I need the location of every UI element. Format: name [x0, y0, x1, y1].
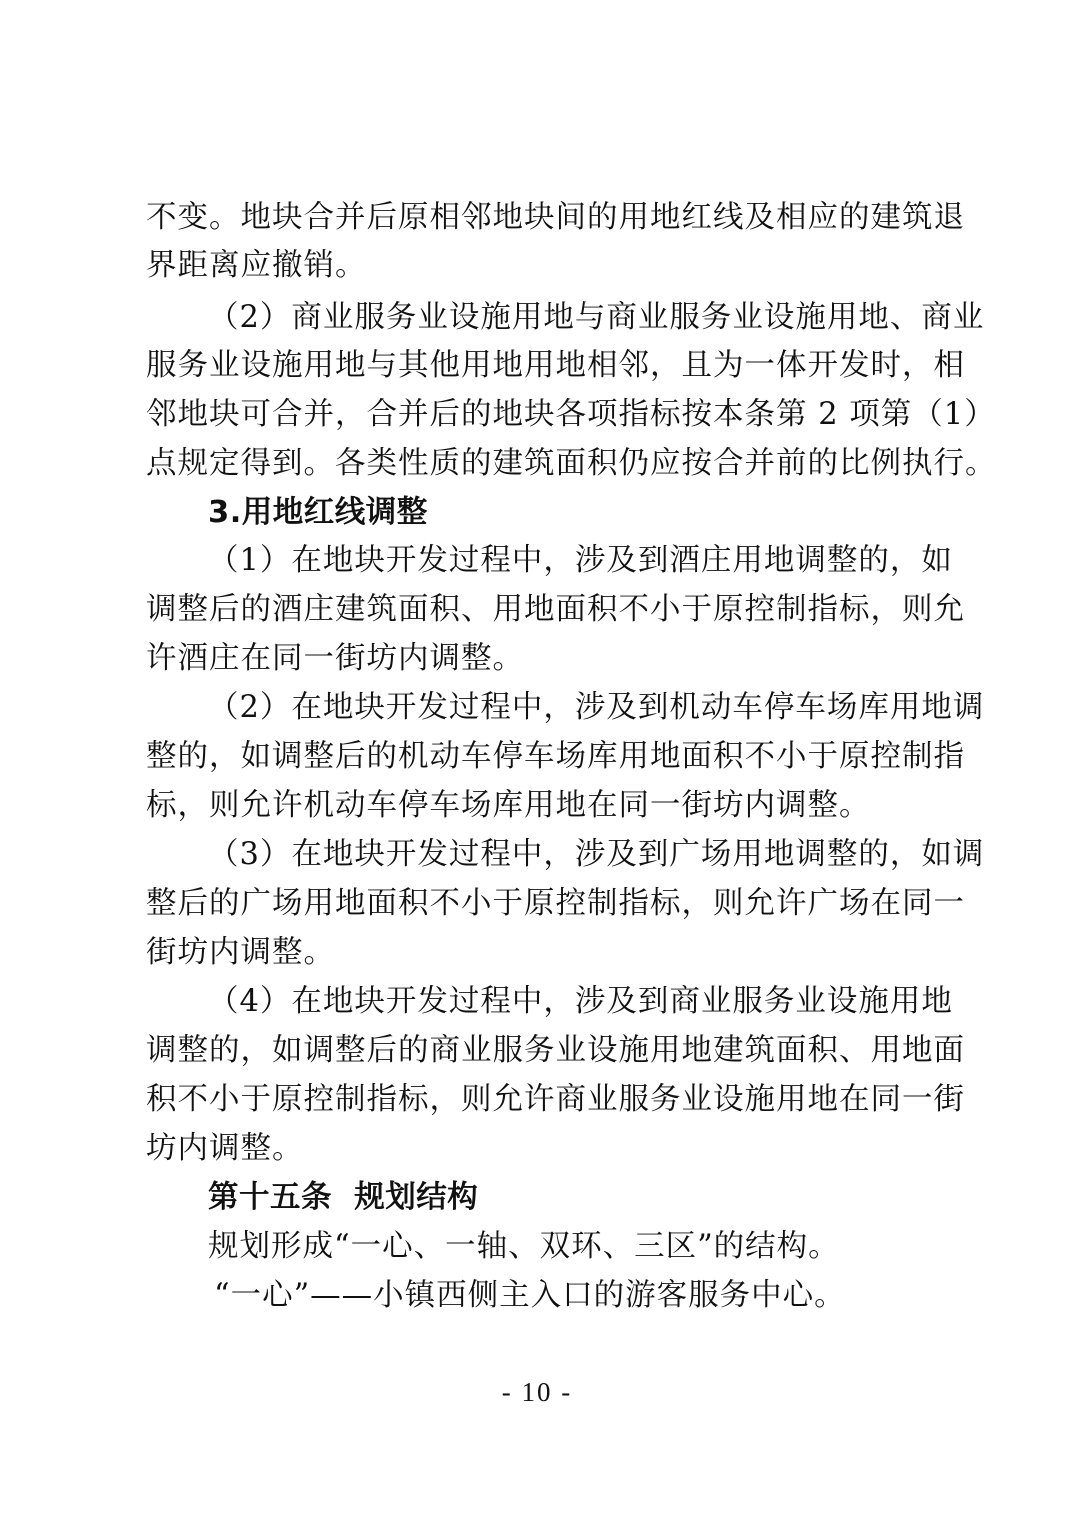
- paragraph-line: （1）在地块开发过程中，涉及到酒庄用地调整的，如: [208, 543, 953, 578]
- paragraph-line: 积不小于原控制指标，则允许商业服务业设施用地在同一街: [146, 1082, 965, 1117]
- paragraph-line: （4）在地块开发过程中，涉及到商业服务业设施用地: [208, 984, 953, 1019]
- paragraph-line: 点规定得到。各类性质的建筑面积仍应按合并前的比例执行。: [146, 446, 997, 481]
- paragraph-line: 服务业设施用地与其他用地用地相邻，且为一体开发时，相: [146, 348, 965, 383]
- paragraph-line: “一心”——小镇西侧主入口的游客服务中心。: [214, 1278, 846, 1313]
- paragraph-line: 调整后的酒庄建筑面积、用地面积不小于原控制指标，则允: [146, 592, 965, 627]
- paragraph-line: 街坊内调整。: [146, 935, 335, 970]
- article-heading: 第十五条 规划结构: [208, 1180, 479, 1215]
- paragraph-line: 整的，如调整后的机动车停车场库用地面积不小于原控制指: [146, 739, 965, 774]
- paragraph-line: （2）在地块开发过程中，涉及到机动车停车场库用地调: [208, 690, 985, 725]
- paragraph-line: 标，则允许机动车停车场库用地在同一街坊内调整。: [146, 788, 871, 823]
- paragraph-line: （2）商业服务业设施用地与商业服务业设施用地、商业: [208, 300, 985, 335]
- paragraph-line: 整后的广场用地面积不小于原控制指标，则允许广场在同一: [146, 886, 965, 921]
- paragraph-line: 许酒庄在同一街坊内调整。: [146, 641, 524, 676]
- paragraph-line: 界距离应撤销。: [146, 248, 367, 283]
- page-number: - 10 -: [501, 1377, 573, 1407]
- paragraph-line: 规划形成“一心、一轴、双环、三区”的结构。: [208, 1229, 840, 1264]
- paragraph-line: 不变。地块合并后原相邻地块间的用地红线及相应的建筑退: [146, 200, 965, 235]
- paragraph-line: 坊内调整。: [146, 1131, 304, 1166]
- paragraph-line: 邻地块可合并，合并后的地块各项指标按本条第 2 项第（1）: [146, 397, 996, 432]
- section-heading: 3.用地红线调整: [208, 495, 428, 530]
- paragraph-line: 调整的，如调整后的商业服务业设施用地建筑面积、用地面: [146, 1033, 965, 1068]
- paragraph-line: （3）在地块开发过程中，涉及到广场用地调整的，如调: [208, 837, 985, 872]
